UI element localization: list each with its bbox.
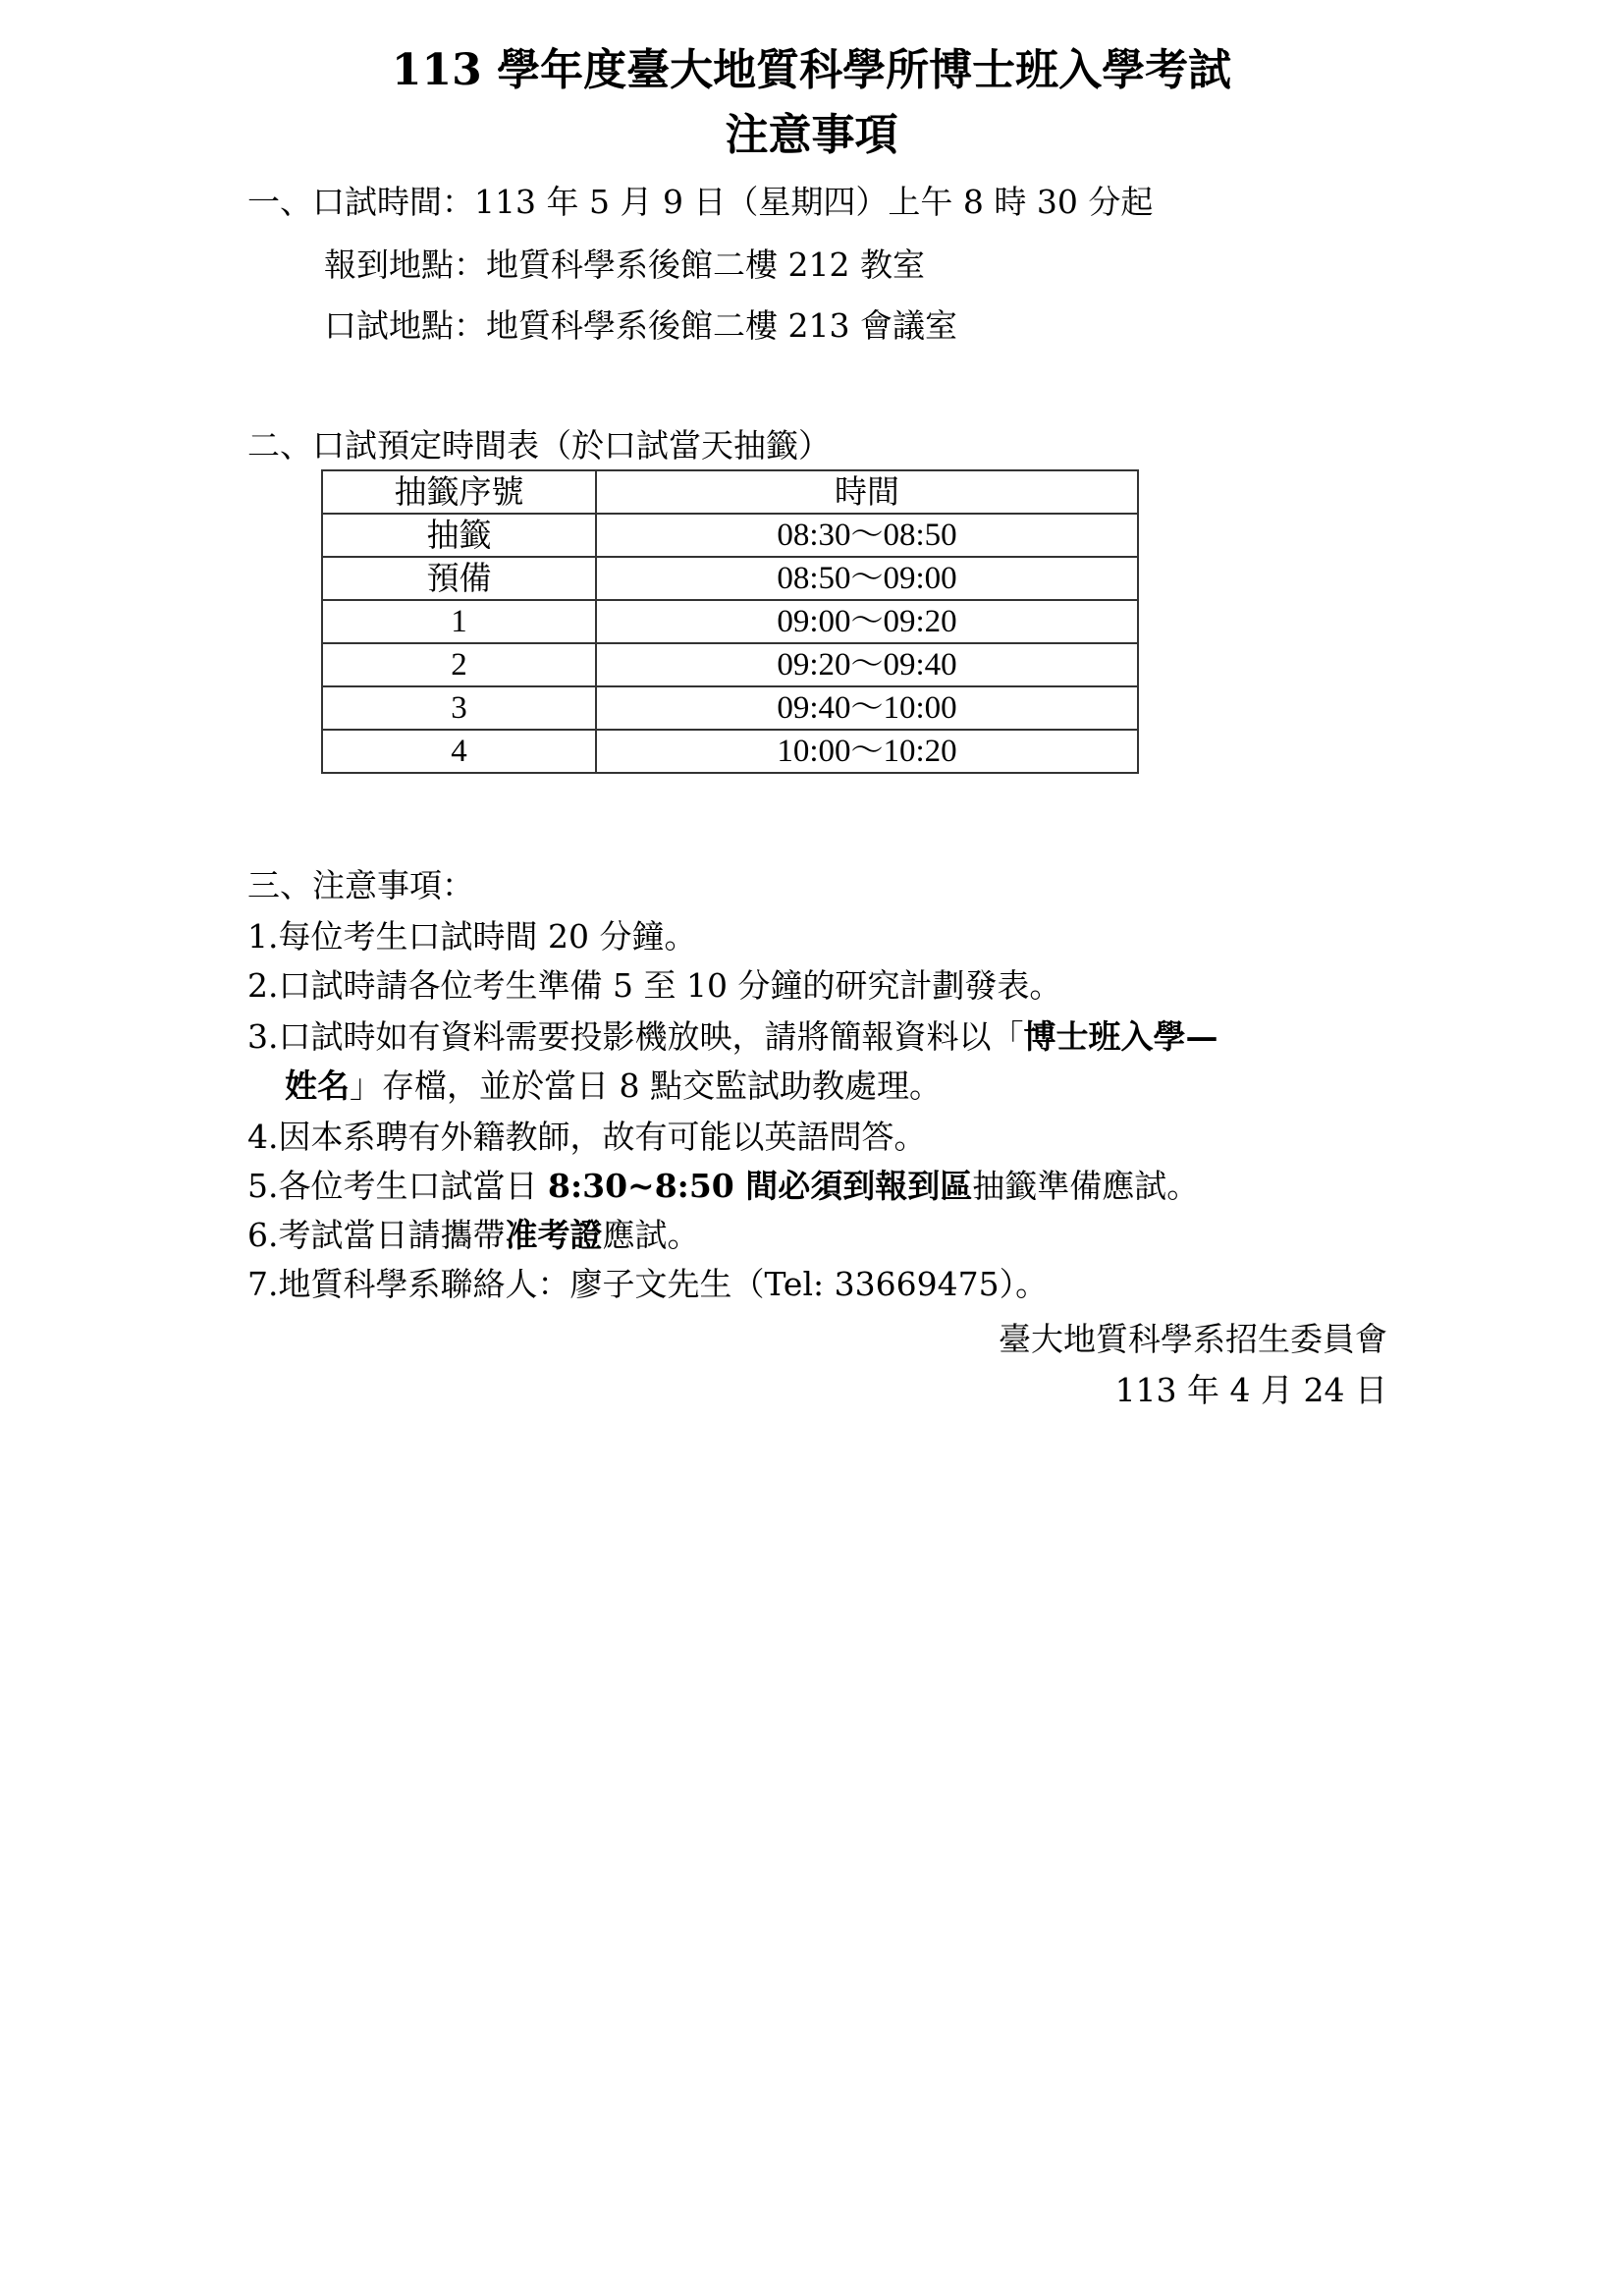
note-item-7: 7.地質科學系聯絡人：廖子文先生（Tel: 33669475）。 <box>247 1265 1049 1303</box>
note-item-3-line-1 <box>247 1015 1218 1059</box>
table-row <box>322 557 1138 600</box>
note-item-5-time: 8:30~8:50 間必須到報到區 <box>547 1167 973 1205</box>
document-title: 113 學年度臺大地質科學所博士班入學考試 <box>391 45 1232 95</box>
table-row <box>322 730 1138 773</box>
table-row <box>322 686 1138 730</box>
draw-number-cell: 1 <box>322 600 596 643</box>
note-item-3-text: 3.口試時如有資料需要投影機放映，請將簡報資料以「 <box>247 1017 1024 1056</box>
note-item-6-admission-ticket: 准考證 <box>505 1216 603 1254</box>
note-item-2: 2.口試時請各位考生準備 5 至 10 分鐘的研究計劃發表。 <box>247 966 1062 1005</box>
draw-number-cell: 預備 <box>322 557 596 600</box>
schedule-table <box>321 469 1139 774</box>
time-cell: 09:20～09:40 <box>596 643 1138 686</box>
note-item-4: 4.因本系聘有外籍教師，故有可能以英語問答。 <box>247 1118 927 1156</box>
note-item-3-text-end: 」存檔，並於當日 8 點交監試助教處理。 <box>350 1066 942 1105</box>
draw-number-cell: 3 <box>322 686 596 730</box>
time-cell: 10:00～10:20 <box>596 730 1138 773</box>
draw-number-cell: 4 <box>322 730 596 773</box>
draw-number-cell: 抽籤 <box>322 514 596 557</box>
exam-time-line: 一、口試時間：113 年 5 月 9 日（星期四）上午 8 時 30 分起 <box>247 183 1154 221</box>
note-item-6-text-end: 應試。 <box>602 1216 700 1254</box>
note-item-3-filename-prefix: 博士班入學— <box>1023 1017 1218 1056</box>
exam-location-line: 口試地點：地質科學系後館二樓 213 會議室 <box>324 306 957 345</box>
time-cell: 08:30～08:50 <box>596 514 1138 557</box>
time-cell: 09:00～09:20 <box>596 600 1138 643</box>
note-item-5-text-end: 抽籤準備應試。 <box>972 1167 1200 1205</box>
notes-heading: 三、注意事項： <box>247 866 474 904</box>
note-item-5-text: 5.各位考生口試當日 <box>247 1167 548 1205</box>
note-item-1: 1.每位考生口試時間 20 分鐘。 <box>247 917 697 956</box>
signature-organization: 臺大地質科學系招生委員會 <box>999 1320 1387 1358</box>
table-header-row <box>322 470 1138 514</box>
note-item-3-line-2 <box>285 1065 942 1108</box>
signature-date: 113 年 4 月 24 日 <box>1114 1371 1387 1409</box>
table-row <box>322 514 1138 557</box>
note-item-5 <box>247 1165 1199 1208</box>
checkin-location-line: 報到地點：地質科學系後館二樓 212 教室 <box>324 246 925 284</box>
document-subtitle: 注意事項 <box>725 110 898 160</box>
table-row <box>322 643 1138 686</box>
time-cell: 08:50～09:00 <box>596 557 1138 600</box>
header-time: 時間 <box>596 470 1138 514</box>
time-cell: 09:40～10:00 <box>596 686 1138 730</box>
note-item-6 <box>247 1214 700 1257</box>
table-row <box>322 600 1138 643</box>
draw-number-cell: 2 <box>322 643 596 686</box>
note-item-3-filename-name: 姓名 <box>285 1066 350 1105</box>
header-draw-number: 抽籤序號 <box>322 470 596 514</box>
schedule-heading: 二、口試預定時間表（於口試當天抽籤） <box>247 426 831 465</box>
note-item-6-text: 6.考試當日請攜帶 <box>247 1216 506 1254</box>
